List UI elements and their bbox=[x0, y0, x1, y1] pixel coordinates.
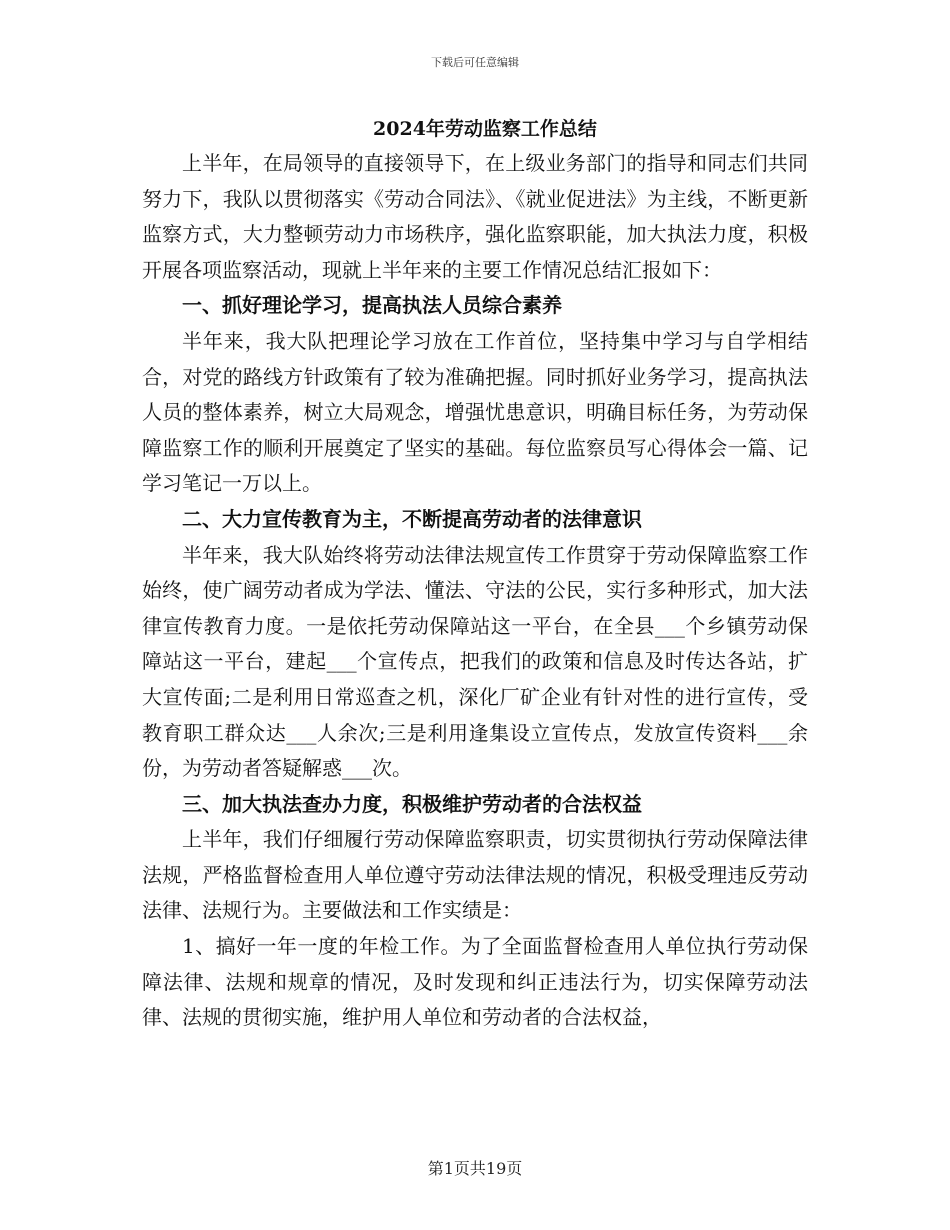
document-title: 2024年劳动监察工作总结 bbox=[373, 118, 597, 140]
section-2-paragraph: 半年来，我大队始终将劳动法律法规宣传工作贯穿于劳动保障监察工作始终，使广阔劳动者成为学法、懂法、守法的公民，实行多种形式，加大法律宣传教育力度。一是依托劳动保障站这一平台，在全县___个乡镇劳动保障站这一平台，建起___个宣传点，把我们的政策和信息及时传达各站，扩大宣传面;二是利用日常巡查之机，深化厂矿企业有针对性的进行宣传，受教育职工群众达___人余次;三是利用逢集设立宣传点，发放宣传资料___余份，为劳动者答疑解惑___次。 bbox=[142, 542, 808, 781]
page-number: 第1页共19页 bbox=[427, 1159, 523, 1178]
section-3-paragraph: 上半年，我们仔细履行劳动保障监察职责，切实贯彻执行劳动保障法律法规，严格监督检查用人单位遵守劳动法律法规的情况，积极受理违反劳动法律、法规行为。主要做法和工作实绩是： bbox=[142, 827, 808, 923]
section-heading-3: 三、加大执法查办力度，积极维护劳动者的合法权益 bbox=[182, 791, 642, 816]
header-note: 下载后可任意编辑 bbox=[431, 56, 519, 69]
section-3-item-1-paragraph: 1、搞好一年一度的年检工作。为了全面监督检查用人单位执行劳动保障法律、法规和规章的情况，及时发现和纠正违法行为，切实保障劳动法律、法规的贯彻实施，维护用人单位和劳动者的合法权益， bbox=[142, 934, 808, 1030]
section-heading-1: 一、抓好理论学习，提高执法人员综合素养 bbox=[182, 293, 562, 318]
document-body bbox=[142, 112, 808, 1036]
intro-paragraph: 上半年，在局领导的直接领导下，在上级业务部门的指导和同志们共同努力下，我队以贯彻落实《劳动合同法》、《就业促进法》为主线，不断更新监察方式，大力整顿劳动力市场秩序，强化监察职能，加大执法力度，积极开展各项监察活动，现就上半年来的主要工作情况总结汇报如下： bbox=[142, 151, 808, 282]
section-heading-2: 二、大力宣传教育为主，不断提高劳动者的法律意识 bbox=[182, 506, 642, 531]
section-1-paragraph: 半年来，我大队把理论学习放在工作首位，坚持集中学习与自学相结合，对党的路线方针政策有了较为准确把握。同时抓好业务学习，提高执法人员的整体素养，树立大局观念，增强忧患意识，明确目标任务，为劳动保障监察工作的顺利开展奠定了坚实的基础。每位监察员写心得体会一篇、记学习笔记一万以上。 bbox=[142, 328, 808, 496]
